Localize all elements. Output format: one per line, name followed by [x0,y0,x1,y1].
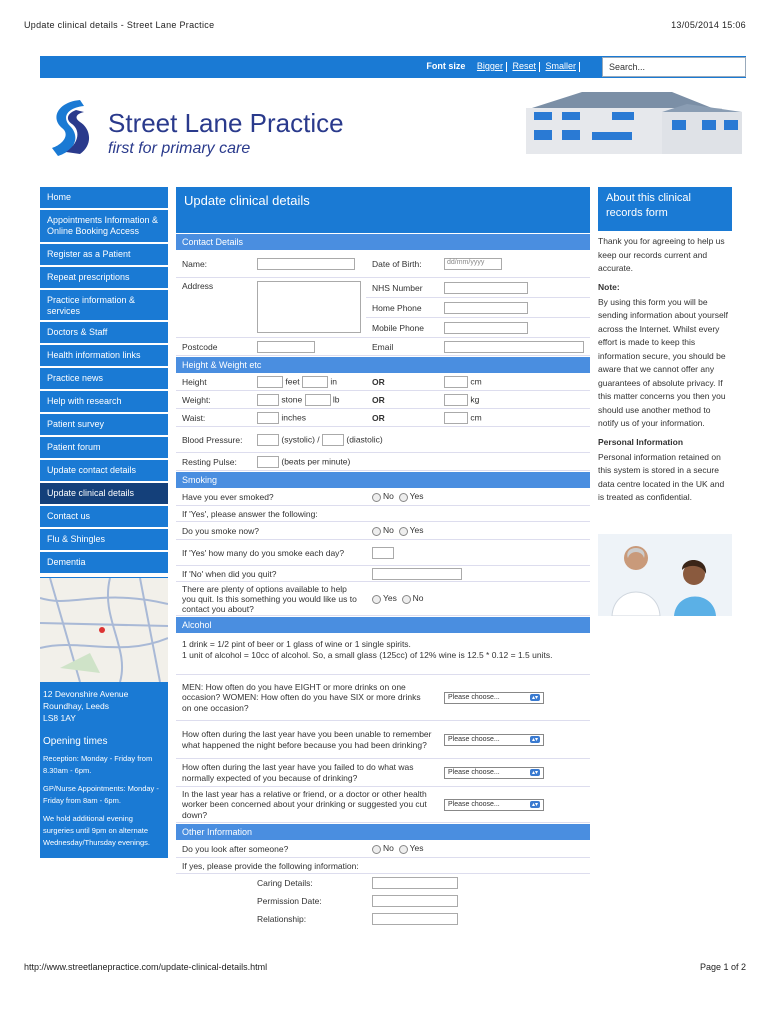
weight-label: Weight: [182,394,211,405]
section-smoking: Smoking [176,472,590,488]
yes-label: Yes [409,525,424,536]
section-alcohol: Alcohol [176,617,590,633]
radio-no[interactable] [372,845,381,854]
reception-hours: Reception: Monday - Friday from 8.30am - 6pm. [43,754,153,775]
nhs-label: NHS Number [372,282,423,293]
mobile-label: Mobile Phone [372,323,424,333]
ever-smoked-question: Have you ever smoked? [182,491,274,502]
smoke-count-input[interactable] [372,547,394,559]
mobile-input[interactable] [444,322,528,334]
no-label: No [412,593,424,604]
print-header-date: 13/05/2014 15:06 [671,20,746,30]
nav-help-research[interactable]: Help with research [40,391,168,412]
font-size-controls [426,61,580,72]
gp-hours: GP/Nurse Appointments: Monday - Friday from 8am - 6pm. [43,784,159,805]
waist-label: Waist: [182,412,206,423]
cm-unit: cm [470,411,482,422]
or-label: OR [372,394,385,405]
address-line: 12 Devonshire Avenue [43,689,129,699]
nav-health-links[interactable]: Health information links [40,345,168,366]
email-label: Email [372,341,394,352]
no-label: No [383,843,394,854]
smoke-now-question: Do you smoke now? [182,525,260,536]
binge-select[interactable]: Please choose... ▴▾ [444,692,544,704]
nav-update-contact[interactable]: Update contact details [40,460,168,481]
building-illustration [512,90,746,156]
waist-inches-input[interactable] [257,412,279,424]
font-bigger-link[interactable]: Bigger [476,61,503,71]
nav-appointments[interactable]: Appointments Information & Online Booking Access [40,210,168,242]
alcohol-info [176,633,590,675]
nav-contact-us[interactable]: Contact us [40,506,168,527]
personal-info-heading: Personal Information [598,436,684,447]
top-bar [40,56,746,78]
practice-logo-icon [40,96,104,160]
in-unit: in [330,375,337,386]
caring-details-label: Caring Details: [257,878,313,888]
feet-unit: feet [285,375,300,386]
weight-stone-input[interactable] [257,394,279,406]
or-label: OR [372,376,385,387]
select-value: Please choose... [448,694,500,702]
nav-patient-survey[interactable]: Patient survey [40,414,168,435]
lb-unit: lb [332,393,340,404]
nav-patient-forum[interactable]: Patient forum [40,437,168,458]
sidebar-title: About this clinical records form [598,187,732,231]
logo-subtitle: first for primary care [108,140,251,157]
permission-date-label: Permission Date: [257,896,322,906]
postcode-label: Postcode [182,341,218,352]
note-heading: Note: [598,281,620,292]
relationship-label: Relationship: [257,914,307,924]
select-value: Please choose... [448,769,500,777]
relationship-input[interactable] [372,913,458,925]
caring-details-input[interactable] [372,877,458,889]
systolic-input[interactable] [257,434,279,446]
or-label: OR [372,412,385,423]
search-input[interactable]: Search... [602,57,746,77]
opening-times-box [40,732,168,858]
nhs-input[interactable] [444,282,528,294]
print-header-title: Update clinical details - Street Lane Practice [24,20,215,30]
personal-info-text: Personal information retained on this system is stored in a secure data centre located in the UK and is treated as confidential. [598,451,725,502]
section-height-weight: Height & Weight etc [176,357,590,373]
concern-select[interactable]: Please choose... ▴▾ [444,799,544,811]
name-label: Name: [182,258,208,269]
failed-question: How often during the last year have you failed to do what was normally expected of you because of drinking? [182,762,414,783]
page-title: Update clinical details [176,187,590,233]
smoke-count-question: If 'Yes' how many do you smoke each day? [182,547,345,558]
concern-question: In the last year has a relative or friend, or a doctor or other health worker been concerned about your drinking or suggested you cut down? [182,788,427,820]
waist-cm-input[interactable] [444,412,468,424]
address-label: Address [182,281,214,291]
radio-yes[interactable] [399,527,408,536]
bp-label: Blood Pressure: [182,434,243,445]
weight-kg-input[interactable] [444,394,468,406]
yes-label: Yes [409,491,424,502]
doctor-patient-photo [598,534,732,616]
memory-select[interactable]: Please choose... ▴▾ [444,734,544,746]
pulse-input[interactable] [257,456,279,468]
home-phone-input[interactable] [444,302,528,314]
nav-repeat-prescriptions[interactable]: Repeat prescriptions [40,267,168,288]
nav-doctors-staff[interactable]: Doctors & Staff [40,322,168,343]
carer-question: Do you look after someone? [182,843,289,854]
section-contact: Contact Details [176,234,590,250]
systolic-text: (systolic) / [281,433,320,444]
height-feet-select[interactable] [257,376,283,388]
find-us-address [40,684,168,728]
nav-dementia[interactable]: Dementia [40,552,168,573]
nav-practice-info[interactable]: Practice information & services [40,290,168,320]
no-label: No [383,525,394,536]
kg-unit: kg [470,393,480,404]
nav-update-clinical[interactable]: Update clinical details [40,483,168,504]
radio-yes[interactable] [399,845,408,854]
section-other: Other Information [176,824,590,840]
dob-label: Date of Birth: [372,258,422,269]
carer-instruction: If yes, please provide the following information: [182,860,359,871]
diastolic-input[interactable] [322,434,344,446]
font-size-label: Font size [426,61,466,71]
memory-question: How often during the last year have you been unable to remember what happened the night before because you had been drinking? [182,729,432,750]
font-smaller-link[interactable]: Smaller [545,61,576,71]
select-value: Please choose... [448,736,500,744]
clinical-form [176,187,590,928]
logo-title: Street Lane Practice [108,108,344,138]
failed-select[interactable]: Please choose... ▴▾ [444,767,544,779]
yes-label: Yes [383,593,397,604]
home-phone-label: Home Phone [372,302,422,313]
height-cm-input[interactable] [444,376,468,388]
address-line: LS8 1AY [43,713,76,723]
alcohol-info-line: 1 drink = 1/2 pint of beer or 1 glass of wine or 1 single spirits. [182,639,411,649]
smoking-instruction: If 'Yes', please answer the following: [182,508,318,519]
inches-unit: inches [281,411,306,422]
radio-no[interactable] [372,527,381,536]
yes-label: Yes [409,843,424,854]
nav-register[interactable]: Register as a Patient [40,244,168,265]
location-map[interactable] [40,578,168,682]
binge-question: MEN: How often do you have EIGHT or more drinks on one occasion? WOMEN: How often do you have SIX or more drinks on one occasion? [182,681,421,713]
stone-unit: stone [281,393,303,404]
evening-surgeries: We hold additional evening surgeries until 9pm on alternate Wednesday/Thursday evenings. [43,814,151,847]
height-label: Height [182,376,207,387]
address-line: Roundhay, Leeds [43,701,110,711]
permission-date-input[interactable] [372,895,458,907]
email-input[interactable] [444,341,584,353]
quit-date-question: If 'No' when did you quit? [182,568,277,579]
weight-lb-select[interactable] [305,394,331,406]
no-label: No [383,491,394,502]
cm-unit: cm [470,375,482,386]
bpm-text: (beats per minute) [281,455,351,466]
dob-input[interactable]: dd/mm/yyyy [444,258,502,270]
footer-url: http://www.streetlanepractice.com/update-clinical-details.html [24,962,268,972]
note-text: By using this form you will be sending information about yourself across the Internet. Whilst every effort is made to keep this information secure, you should be aware that we cannot offer any guarantees of absolute privacy. If this matter concerns you then you should use another method to notify us of your information. [598,296,728,428]
pulse-label: Resting Pulse: [182,456,237,467]
radio-no[interactable] [402,595,411,604]
opening-times-title: Opening times [43,736,108,747]
nav-practice-news[interactable]: Practice news [40,368,168,389]
name-input[interactable] [257,258,355,270]
nav-home[interactable]: Home [40,187,168,208]
radio-no[interactable] [372,493,381,502]
select-value: Please choose... [448,801,500,809]
info-sidebar [598,187,732,505]
quit-help-question: There are plenty of options available to help you quit. Is this something you would like us to contact you about? [182,583,357,614]
height-inches-select[interactable] [302,376,328,388]
alcohol-info-line: 1 unit of alcohol = 10cc of alcohol. So, a small glass (125cc) of 12% wine is 12.5 * 0.12 = 1.5 units. [182,650,553,660]
quit-date-input[interactable] [372,568,462,580]
radio-yes[interactable] [399,493,408,502]
font-reset-link[interactable]: Reset [512,61,536,71]
nav-flu-shingles[interactable]: Flu & Shingles [40,529,168,550]
postcode-input[interactable] [257,341,315,353]
address-textarea[interactable] [257,281,361,333]
footer-page: Page 1 of 2 [699,962,746,972]
thank-you-text: Thank you for agreeing to help us keep our records current and accurate. [598,236,725,273]
radio-yes[interactable] [372,595,381,604]
diastolic-text: (diastolic) [346,433,383,444]
